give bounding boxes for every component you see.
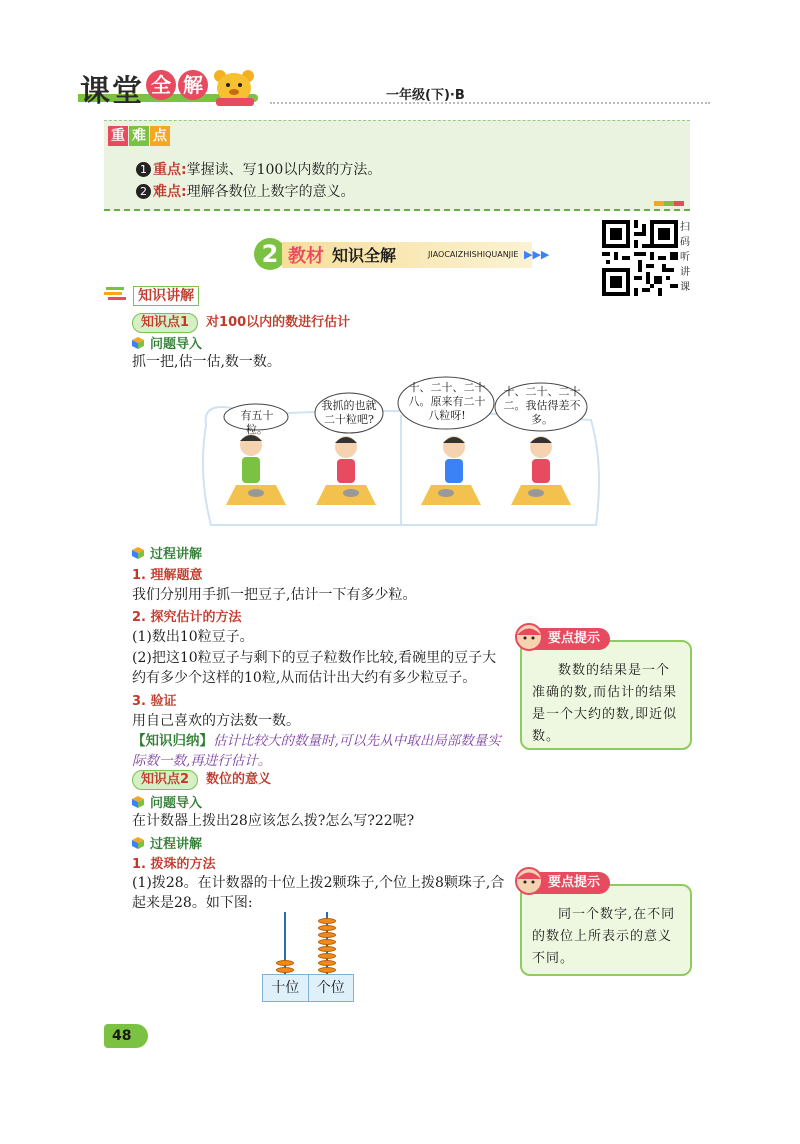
key-point-2 — [136, 181, 355, 201]
abacus-bead — [318, 918, 336, 924]
tens-label: 十位 — [263, 975, 309, 1001]
logo-char-2: 堂 — [112, 74, 142, 109]
kp2-process-head — [132, 833, 202, 852]
tip-1-body: 数数的结果是一个准确的数,而估计的结果是一个大约的数,即近似数。 — [532, 663, 678, 744]
tip-1-head-text: 要点提示 — [548, 631, 601, 646]
abacus-bead — [318, 960, 336, 966]
qr-code-icon — [602, 220, 678, 296]
tip-box-2 — [520, 884, 692, 976]
key-points-box — [104, 120, 690, 211]
abacus — [262, 912, 354, 1004]
kp1-step-3-text: 用自己喜欢的方法数一数。 — [132, 713, 300, 729]
section-banner — [252, 234, 550, 274]
logo-char-4: 解 — [178, 70, 208, 100]
kp1-intro-text: 抓一把,估一估,数一数。 — [132, 354, 281, 370]
abacus-bead — [318, 932, 336, 938]
tag-char-1: 重 — [108, 126, 128, 146]
kp2-pill: 知识点2 — [132, 770, 198, 790]
kp2-header — [132, 768, 271, 790]
abacus-bead — [318, 939, 336, 945]
bear-mascot-icon — [210, 68, 260, 106]
tip-2-body: 同一个数字,在不同的数位上所表示的意义不同。 — [532, 907, 676, 966]
abacus-bead — [318, 946, 336, 952]
logo-char-1: 课 — [80, 74, 110, 109]
tip-box-1 — [520, 640, 692, 750]
page-number: 48 — [104, 1024, 148, 1048]
kp1-step-2-b: (2)把这10粒豆子与剩下的豆子粒数作比较,看碗里的豆子大约有多少个这样的10粒,从而估计出大约有多少粒豆子。 — [132, 650, 497, 686]
kp1-step-1: 1. 理解题意 — [132, 568, 203, 583]
kp1-process-head — [132, 543, 202, 562]
kp2-intro-head — [132, 792, 202, 811]
summary-text: 估计比较大的数量时,可以先从中取出局部数量实际数一数,再进行估计。 — [132, 733, 501, 769]
kp2-step-1: 1. 拨珠的方法 — [132, 857, 216, 872]
qr-label-char-1: 扫 — [680, 222, 690, 233]
number-1-icon: 1 — [136, 162, 151, 177]
header — [0, 60, 800, 110]
kp1-step-1-text: 我们分别用手抓一把豆子,估计一下有多少粒。 — [132, 587, 417, 603]
qr-label-char-5: 课 — [680, 282, 690, 293]
banner-title-b: 知识全解 — [332, 246, 397, 265]
girl-face-icon — [514, 866, 544, 896]
abacus-bead — [318, 925, 336, 931]
qr-label-char-3: 听 — [680, 252, 690, 263]
key-point-2-text: 理解各数位上数字的意义。 — [186, 184, 355, 200]
kp1-title: 对100以内的数进行估计 — [206, 315, 351, 330]
ones-beads — [318, 912, 336, 974]
kp2-step-1-text: (1)拨28。在计数器的十位上拨2颗珠子,个位上拨8颗珠子,合起来是28。如下图: — [132, 875, 505, 911]
kp2-intro-text: 在计数器上拨出28应该怎么拨?怎么写?22呢? — [132, 813, 415, 829]
bubble-1: 有五十粒。 — [240, 409, 274, 436]
section-title — [104, 285, 199, 305]
kp1-intro-head — [132, 333, 202, 352]
banner-arrows-icon: ▶▶▶ — [524, 248, 550, 261]
tens-beads — [276, 912, 294, 974]
kp1-header — [132, 311, 350, 333]
abacus-bead — [318, 953, 336, 959]
number-2-icon: 2 — [136, 184, 151, 199]
kp1-illustration — [196, 375, 606, 535]
abacus-bead — [276, 960, 294, 966]
bubble-3: 十、二十、二十八。原来有二十八粒呀! — [408, 381, 486, 422]
cube-icon — [132, 547, 144, 559]
kp2-title: 数位的意义 — [206, 772, 272, 787]
corner-stripe — [654, 201, 684, 206]
qr-label-char-2: 码 — [680, 237, 690, 248]
kp2-intro-head-text: 问题导入 — [150, 796, 203, 811]
bubble-2: 我抓的也就二十粒吧? — [321, 399, 377, 426]
header-dotted-line — [270, 102, 710, 104]
kp1-pill: 知识点1 — [132, 313, 198, 333]
kp1-step-2-a: (1)数出10粒豆子。 — [132, 629, 254, 645]
cube-icon — [132, 337, 144, 349]
key-point-2-label: 难点: — [153, 184, 187, 200]
section-title-text: 知识讲解 — [133, 286, 199, 306]
logo-char-3: 全 — [146, 70, 176, 100]
banner-title-a: 教材 — [288, 246, 324, 267]
qr-label-char-4: 讲 — [680, 267, 690, 278]
girl-face-icon — [514, 622, 544, 652]
bubble-4: 十、二十、二十二。我估得差不多。 — [503, 385, 581, 426]
abacus-bead — [318, 967, 336, 973]
key-points-tag — [108, 125, 171, 146]
banner-pinyin: JIAOCAIZHISHIQUANJIE — [428, 250, 519, 259]
key-point-1-text: 掌握读、写100以内数的方法。 — [186, 162, 382, 178]
abacus-base — [262, 974, 354, 1002]
key-point-1 — [136, 159, 381, 179]
abacus-bead — [276, 967, 294, 973]
summary-tag: 【知识归纳】 — [132, 733, 213, 749]
cube-icon — [132, 837, 144, 849]
qr-label — [680, 220, 694, 295]
cube-icon — [132, 796, 144, 808]
kp1-intro-head-text: 问题导入 — [150, 337, 203, 352]
stack-lines-icon — [104, 287, 126, 301]
key-point-1-label: 重点: — [153, 162, 187, 178]
tag-char-2: 难 — [129, 126, 149, 146]
tip-2-head-text: 要点提示 — [548, 875, 601, 890]
kp2-process-head-text: 过程讲解 — [150, 837, 203, 852]
kp1-step-2: 2. 探究估计的方法 — [132, 610, 242, 625]
kp1-process-head-text: 过程讲解 — [150, 547, 203, 562]
svg-text:2: 2 — [261, 240, 279, 268]
ones-label: 个位 — [316, 980, 345, 996]
grade-label: 一年级(下)·B — [386, 88, 465, 103]
kp1-summary — [132, 731, 510, 771]
tag-char-3: 点 — [150, 126, 170, 146]
kp1-step-3: 3. 验证 — [132, 694, 177, 709]
